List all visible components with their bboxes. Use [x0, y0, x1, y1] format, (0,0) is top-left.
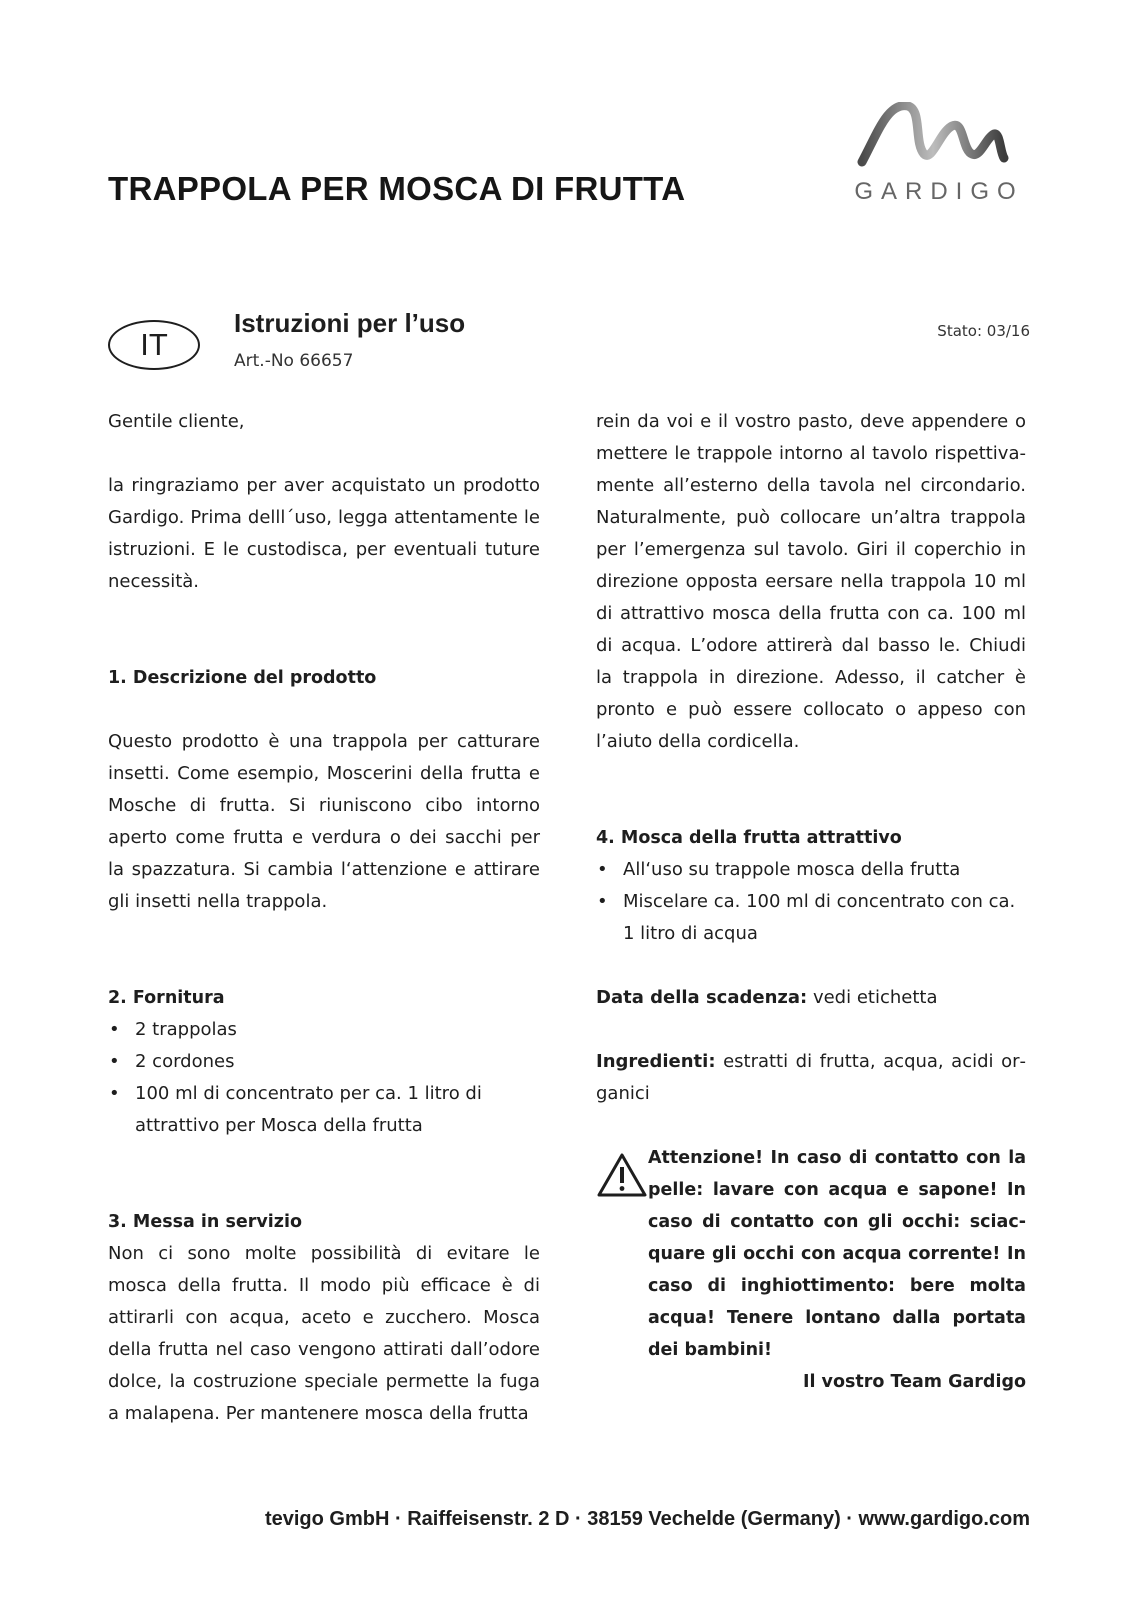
- intro-text: la ringraziamo per aver acquistato un prodotto Gardigo. Prima delll´uso, legga attentamente le istruzioni. E le custodisca, per eventuali tuture necessità.: [108, 475, 540, 592]
- expiry-value: vedi etichetta: [812, 987, 938, 1008]
- section-2-heading: 2. Fornitura: [108, 988, 225, 1008]
- expiry-line: [596, 982, 1026, 1014]
- supply-list: [108, 1014, 540, 1142]
- warning-triangle-icon: [596, 1152, 648, 1198]
- company-footer: tevigo GmbH · Raiffeisenstr. 2 D · 38159 Vechelde (Germany) · www.gardigo.com: [264, 1508, 1030, 1530]
- attractant-list: [596, 854, 1026, 950]
- expiry-label: Data della scadenza:: [596, 987, 808, 1008]
- gardigo-logo: [848, 102, 1030, 212]
- section-1-text: Questo prodotto è una trappola per catturare insetti. Come esempio, Moscerini della frutta e Mosche di frutta. Si riuniscono cibo intorno aperto come frutta e verdura o dei sacchi per la spazzatura. Si cambia l‘attenzione e attirare gli insetti nella trappola.: [108, 731, 540, 912]
- right-column: [596, 406, 1026, 1398]
- article-number: Art.-No 66657: [234, 351, 354, 371]
- language-badge: IT: [108, 320, 200, 370]
- section-4-heading: 4. Mosca della frutta attrattivo: [596, 828, 902, 848]
- warning-text: Attenzione! In caso di contatto con la pelle: lavare con acqua e sapone! In caso di contatto con gli occhi: sciacquare gli occhi con acqua corrente! In caso di inghiottimento: bere molta acqua! Tenere lontano dalla portata dei bambini!: [648, 1148, 1026, 1360]
- signature: Il vostro Team Gardigo: [802, 1372, 1026, 1392]
- instructions-heading: Istruzioni per l’uso: [234, 308, 466, 338]
- warning-block: [596, 1142, 1026, 1366]
- section-3-text-part2: rein da voi e il vostro pasto, deve appendere o mettere le trappole intorno al tavolo rispettivamente all’esterno della tavola nel circondario. Naturalmente, può collocare un’altra trappola per l’emergenza sul tavolo. Giri il coperchio in direzione opposta eersare nella trappola 10 ml di attrattivo mosca della frutta con ca. 100 ml di acqua. L’odore attirerà dal basso le. Chiudi la trappola in direzione. Adesso, il catcher è pronto e può essere collocato o appeso con l’aiuto della cordicella.: [596, 411, 1026, 752]
- list-item: • All‘uso su trappole mosca della frutta: [596, 854, 1026, 886]
- list-item: • Miscelare ca. 100 ml di concentrato con ca. 1 litro di acqua: [596, 886, 1026, 950]
- section-3-text-part1: Non ci sono molte possibilità di evitare le mosca della frutta. Il modo più efficace è di attirarli con acqua, aceto e zucchero. Mosca della frutta nel caso vengono attirati dall’odore dolce, la costruzione speciale permette la fuga a malapena. Per mantenere mosca della frutta: [108, 1243, 540, 1424]
- greeting: Gentile cliente,: [108, 411, 245, 432]
- section-3-heading: 3. Messa in servizio: [108, 1212, 303, 1232]
- wave-logo-icon: [848, 102, 1030, 178]
- list-item: • 2 cordones: [108, 1046, 540, 1078]
- ingredients-line: [596, 1046, 1026, 1110]
- brand-name: GARDIGO: [854, 178, 1024, 205]
- section-1-heading: 1. Descrizione del prodotto: [108, 668, 377, 688]
- list-item: • 2 trappolas: [108, 1014, 540, 1046]
- document-title: TRAPPOLA PER MOSCA DI FRUTTA: [108, 170, 686, 207]
- ingredients-value: estratti di frutta, acqua, acidi organici: [596, 1051, 1026, 1104]
- ingredients-label: Ingredienti:: [596, 1051, 716, 1072]
- left-column: [108, 406, 540, 1430]
- document-status: Stato: 03/16: [937, 322, 1030, 340]
- list-item: • 100 ml di concentrato per ca. 1 litro di attrattivo per Mosca della frutta: [108, 1078, 540, 1142]
